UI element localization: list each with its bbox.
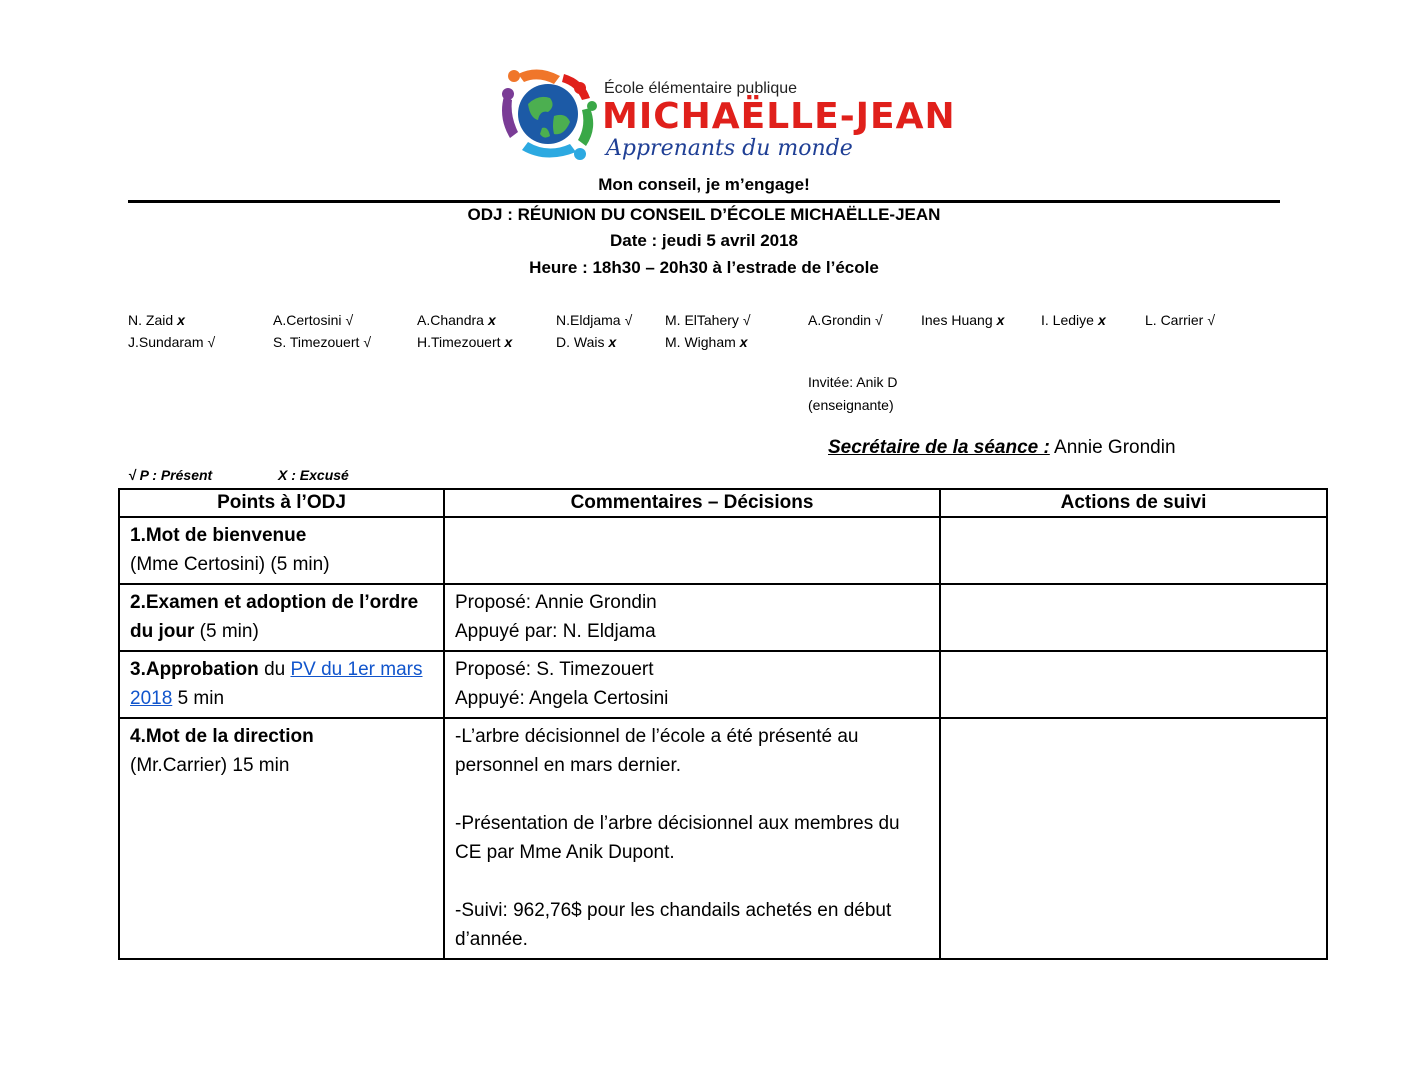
attendee-name: J.Sundaram — [128, 334, 204, 350]
guest-line-1: Invitée: Anik D — [808, 374, 898, 390]
point-detail: (Mme Certosini) (5 min) — [130, 554, 330, 575]
point-cell — [119, 718, 444, 959]
actions-cell — [940, 651, 1327, 718]
guest-line-2: (enseignante) — [808, 397, 894, 413]
school-name-text: MICHAËLLE-JEAN — [602, 96, 956, 137]
table-row — [119, 517, 1327, 584]
attendee — [1041, 312, 1106, 328]
attendee — [417, 312, 496, 328]
present-mark: √ — [624, 312, 633, 328]
point-title: 2.Examen et adoption de l’ordre du jour — [130, 592, 419, 642]
comment-line: Proposé: S. Timezouert — [455, 659, 654, 680]
table-row — [119, 651, 1327, 718]
attendee — [665, 334, 748, 350]
present-mark: √ — [363, 334, 372, 350]
legend-excused: X : Excusé — [278, 467, 349, 483]
excused-mark: x — [996, 312, 1005, 328]
point-title: 4.Mot de la direction — [130, 726, 314, 747]
attendee-name: A.Grondin — [808, 312, 872, 328]
paragraph-gap — [455, 867, 929, 896]
actions-cell — [940, 517, 1327, 584]
paragraph-gap — [455, 780, 929, 809]
school-tagline: Apprenants du monde — [606, 136, 853, 161]
comment-line: Appuyé: Angela Certosini — [455, 688, 669, 709]
header-points: Points à l’ODJ — [119, 489, 444, 517]
attendee — [808, 312, 883, 328]
attendee-name: A.Certosini — [273, 312, 342, 328]
present-mark: √ — [1207, 312, 1216, 328]
attendee — [273, 334, 371, 350]
point-title: 3.Approbation — [130, 659, 259, 680]
secretary-label: Secrétaire de la séance : — [828, 437, 1050, 458]
attendee — [556, 312, 632, 328]
attendee-name: Ines Huang — [921, 312, 993, 328]
point-detail: (Mr.Carrier) 15 min — [130, 755, 290, 776]
comments-cell — [444, 584, 940, 651]
present-mark: √ — [875, 312, 883, 328]
present-mark: √ — [345, 312, 354, 328]
globe-people-icon — [498, 66, 602, 166]
point-detail: (5 min) — [199, 621, 259, 642]
point-title: 1.Mot de bienvenue — [130, 525, 307, 546]
header-divider — [128, 200, 1280, 203]
comments-cell — [444, 651, 940, 718]
attendee — [128, 334, 215, 350]
comment-paragraph: -Suivi: 962,76$ pour les chandails achetés en début d’année. — [455, 900, 892, 950]
point-cell — [119, 651, 444, 718]
actions-cell — [940, 718, 1327, 959]
table-row — [119, 584, 1327, 651]
comment-paragraph: -Présentation de l’arbre décisionnel aux membres du CE par Mme Anik Dupont. — [455, 813, 900, 863]
comments-cell — [444, 517, 940, 584]
table-header-row — [119, 489, 1327, 517]
attendee — [556, 334, 616, 350]
attendee-name: D. Wais — [556, 334, 605, 350]
attendee — [128, 312, 185, 328]
legend-present: √ P : Présent — [128, 467, 213, 483]
minutes-link[interactable]: PV du 1er mars 2018 — [130, 659, 423, 709]
attendee-name: I. Lediye — [1041, 312, 1094, 328]
secretary — [828, 437, 1176, 459]
attendee-name: A.Chandra — [417, 312, 484, 328]
excused-mark: x — [1097, 312, 1106, 328]
excused-mark: x — [504, 334, 513, 350]
meeting-date: Date : jeudi 5 avril 2018 — [609, 231, 799, 250]
attendee-name: S. Timezouert — [273, 334, 360, 350]
excused-mark: x — [739, 334, 748, 350]
school-type-text: École élémentaire publique — [604, 80, 798, 97]
comment-paragraph: -L’arbre décisionnel de l’école a été présenté au personnel en mars dernier. — [455, 726, 859, 776]
attendee-name: L. Carrier — [1145, 312, 1204, 328]
agenda-table — [118, 488, 1328, 960]
comment-line: Proposé: Annie Grondin — [455, 592, 657, 613]
attendee — [1145, 312, 1215, 328]
point-cell — [119, 517, 444, 584]
present-mark: √ — [207, 334, 216, 350]
comment-line: Appuyé par: N. Eldjama — [455, 621, 656, 642]
attendee — [921, 312, 1004, 328]
header-actions: Actions de suivi — [940, 489, 1327, 517]
attendee-name: N. Zaid — [128, 312, 174, 328]
comments-cell — [444, 718, 940, 959]
excused-mark: x — [487, 312, 496, 328]
attendee-name: H.Timezouert — [417, 334, 501, 350]
excused-mark: x — [608, 334, 617, 350]
attendee-name: M. ElTahery — [665, 312, 739, 328]
present-mark: √ — [742, 312, 751, 328]
attendee-name: M. Wigham — [665, 334, 736, 350]
attendee — [273, 312, 353, 328]
attendee-name: N.Eldjama — [556, 312, 621, 328]
excused-mark: x — [177, 312, 185, 328]
attendee — [417, 334, 512, 350]
meeting-time: Heure : 18h30 – 20h30 à l’estrade de l’école — [529, 258, 879, 277]
header-comments: Commentaires – Décisions — [444, 489, 940, 517]
point-cell — [119, 584, 444, 651]
point-connector: du — [264, 659, 286, 680]
actions-cell — [940, 584, 1327, 651]
point-detail: 5 min — [177, 688, 225, 709]
school-logo — [498, 66, 956, 166]
motto: Mon conseil, je m’engage! — [598, 175, 810, 194]
agenda-title: ODJ : RÉUNION DU CONSEIL D’ÉCOLE MICHAËLLE-JEAN — [467, 205, 941, 224]
secretary-name: Annie Grondin — [1054, 437, 1176, 458]
attendee — [665, 312, 751, 328]
table-row — [119, 718, 1327, 959]
